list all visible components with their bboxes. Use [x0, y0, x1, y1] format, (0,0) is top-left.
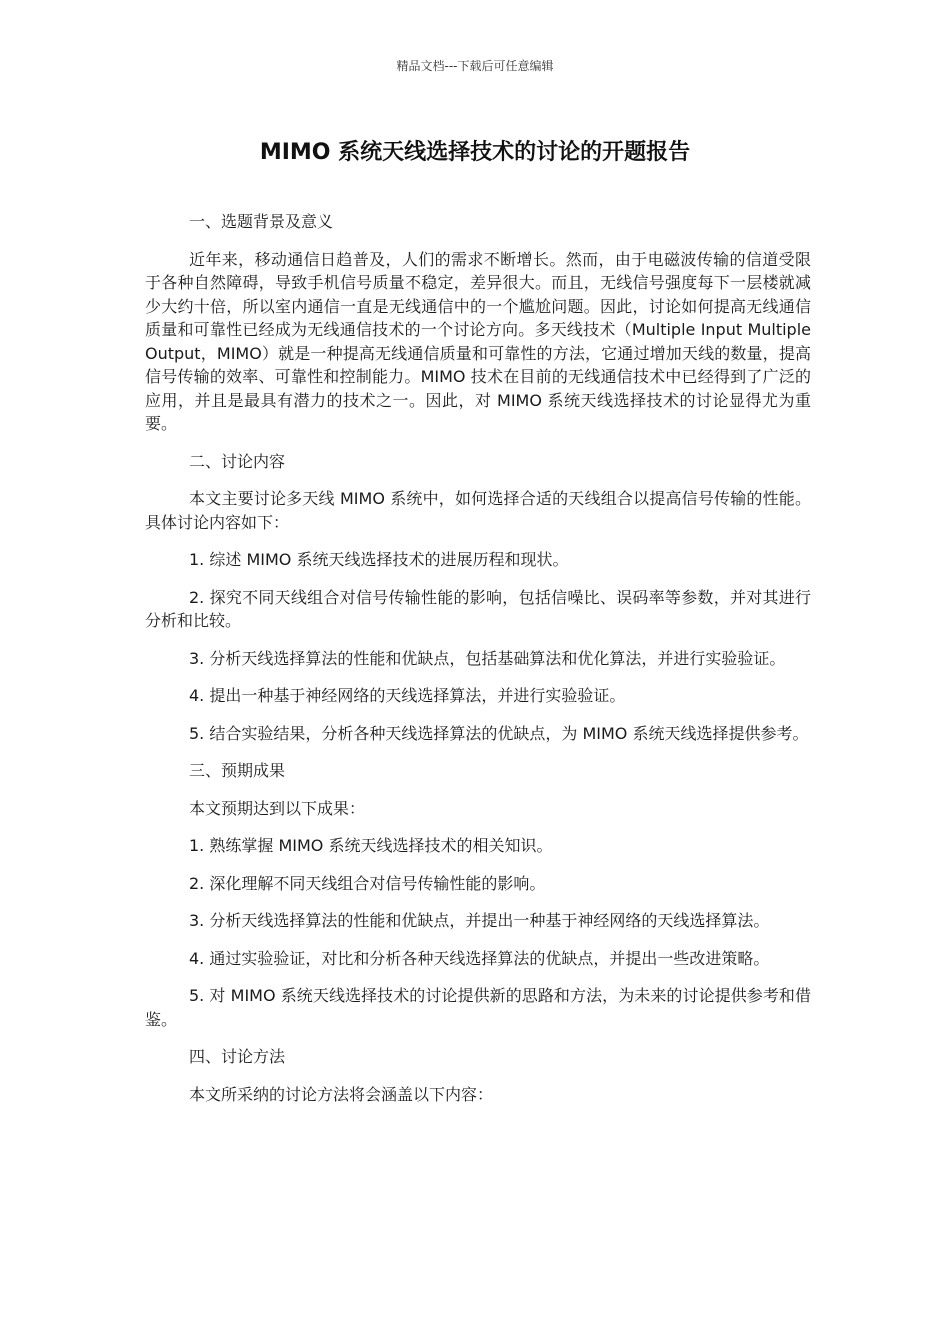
list-item-outcome: 1. 熟练掌握 MIMO 系统天线选择技术的相关知识。: [189, 836, 553, 855]
list-item-outcome: 2. 深化理解不同天线组合对信号传输性能的影响。: [189, 873, 546, 893]
paragraph-content-intro: 本文主要讨论多天线 MIMO 系统中，如何选择合适的天线组合以提高信号传输的性能。具体讨论内容如下：: [145, 489, 811, 532]
section-heading-outcomes: 三、预期成果: [189, 761, 286, 780]
section-heading-content: 二、讨论内容: [189, 451, 286, 471]
list-item-outcome: 4. 通过实验验证，对比和分析各种天线选择算法的优缺点，并提出一些改进策略。: [189, 948, 770, 968]
section-heading-methods: 四、讨论方法: [189, 1047, 286, 1066]
paragraph-methods-intro: 本文所采纳的讨论方法将会涵盖以下内容：: [189, 1084, 494, 1104]
list-item-content: 1. 综述 MIMO 系统天线选择技术的进展历程和现状。: [189, 550, 569, 569]
list-item-content: 2. 探究不同天线组合对信号传输性能的影响，包括信噪比、误码率等参数，并对其进行分析和比较。: [145, 587, 811, 630]
list-item-content: 4. 提出一种基于神经网络的天线选择算法，并进行实验验证。: [189, 686, 626, 705]
list-item-outcome: 3. 分析天线选择算法的性能和优缺点，并提出一种基于神经网络的天线选择算法。: [189, 911, 770, 930]
list-item-outcome: 5. 对 MIMO 系统天线选择技术的讨论提供新的思路和方法，为未来的讨论提供参考和借鉴。: [145, 986, 811, 1029]
list-item-content: 3. 分析天线选择算法的性能和优缺点，包括基础算法和优化算法，并进行实验验证。: [189, 648, 786, 668]
list-item-content: 5. 结合实验结果，分析各种天线选择算法的优缺点，为 MIMO 系统天线选择提供参考。: [189, 723, 809, 743]
header-note: 精品文档---下载后可任意编辑: [396, 59, 554, 73]
document-title: MIMO 系统天线选择技术的讨论的开题报告: [259, 140, 691, 165]
paragraph-background: 近年来，移动通信日趋普及，人们的需求不断增长。然而，由于电磁波传输的信道受限于各种自然障碍，导致手机信号质量不稳定，差异很大。而且，无线信号强度每下一层楼就减少大约十倍，所以室内通信一直是无线通信中的一个尴尬问题。因此，讨论如何提高无线通信质量和可靠性已经成为无线通信技术的一个讨论方向。多天线技术（Multiple Input Multiple Output，MIMO）就是一种提高无线通信质量和可靠性的方法，它通过增加天线的数量，提高信号传输的效率、可靠性和控制能力。MIMO 技术在目前的无线通信技术中已经得到了广泛的应用，并且是最具有潜力的技术之一。因此，对 MIMO 系统天线选择技术的讨论显得尤为重要。: [145, 249, 811, 433]
section-heading-background: 一、选题背景及意义: [189, 212, 334, 231]
document-body: [145, 210, 811, 1120]
paragraph-outcomes-intro: 本文预期达到以下成果：: [189, 798, 366, 818]
